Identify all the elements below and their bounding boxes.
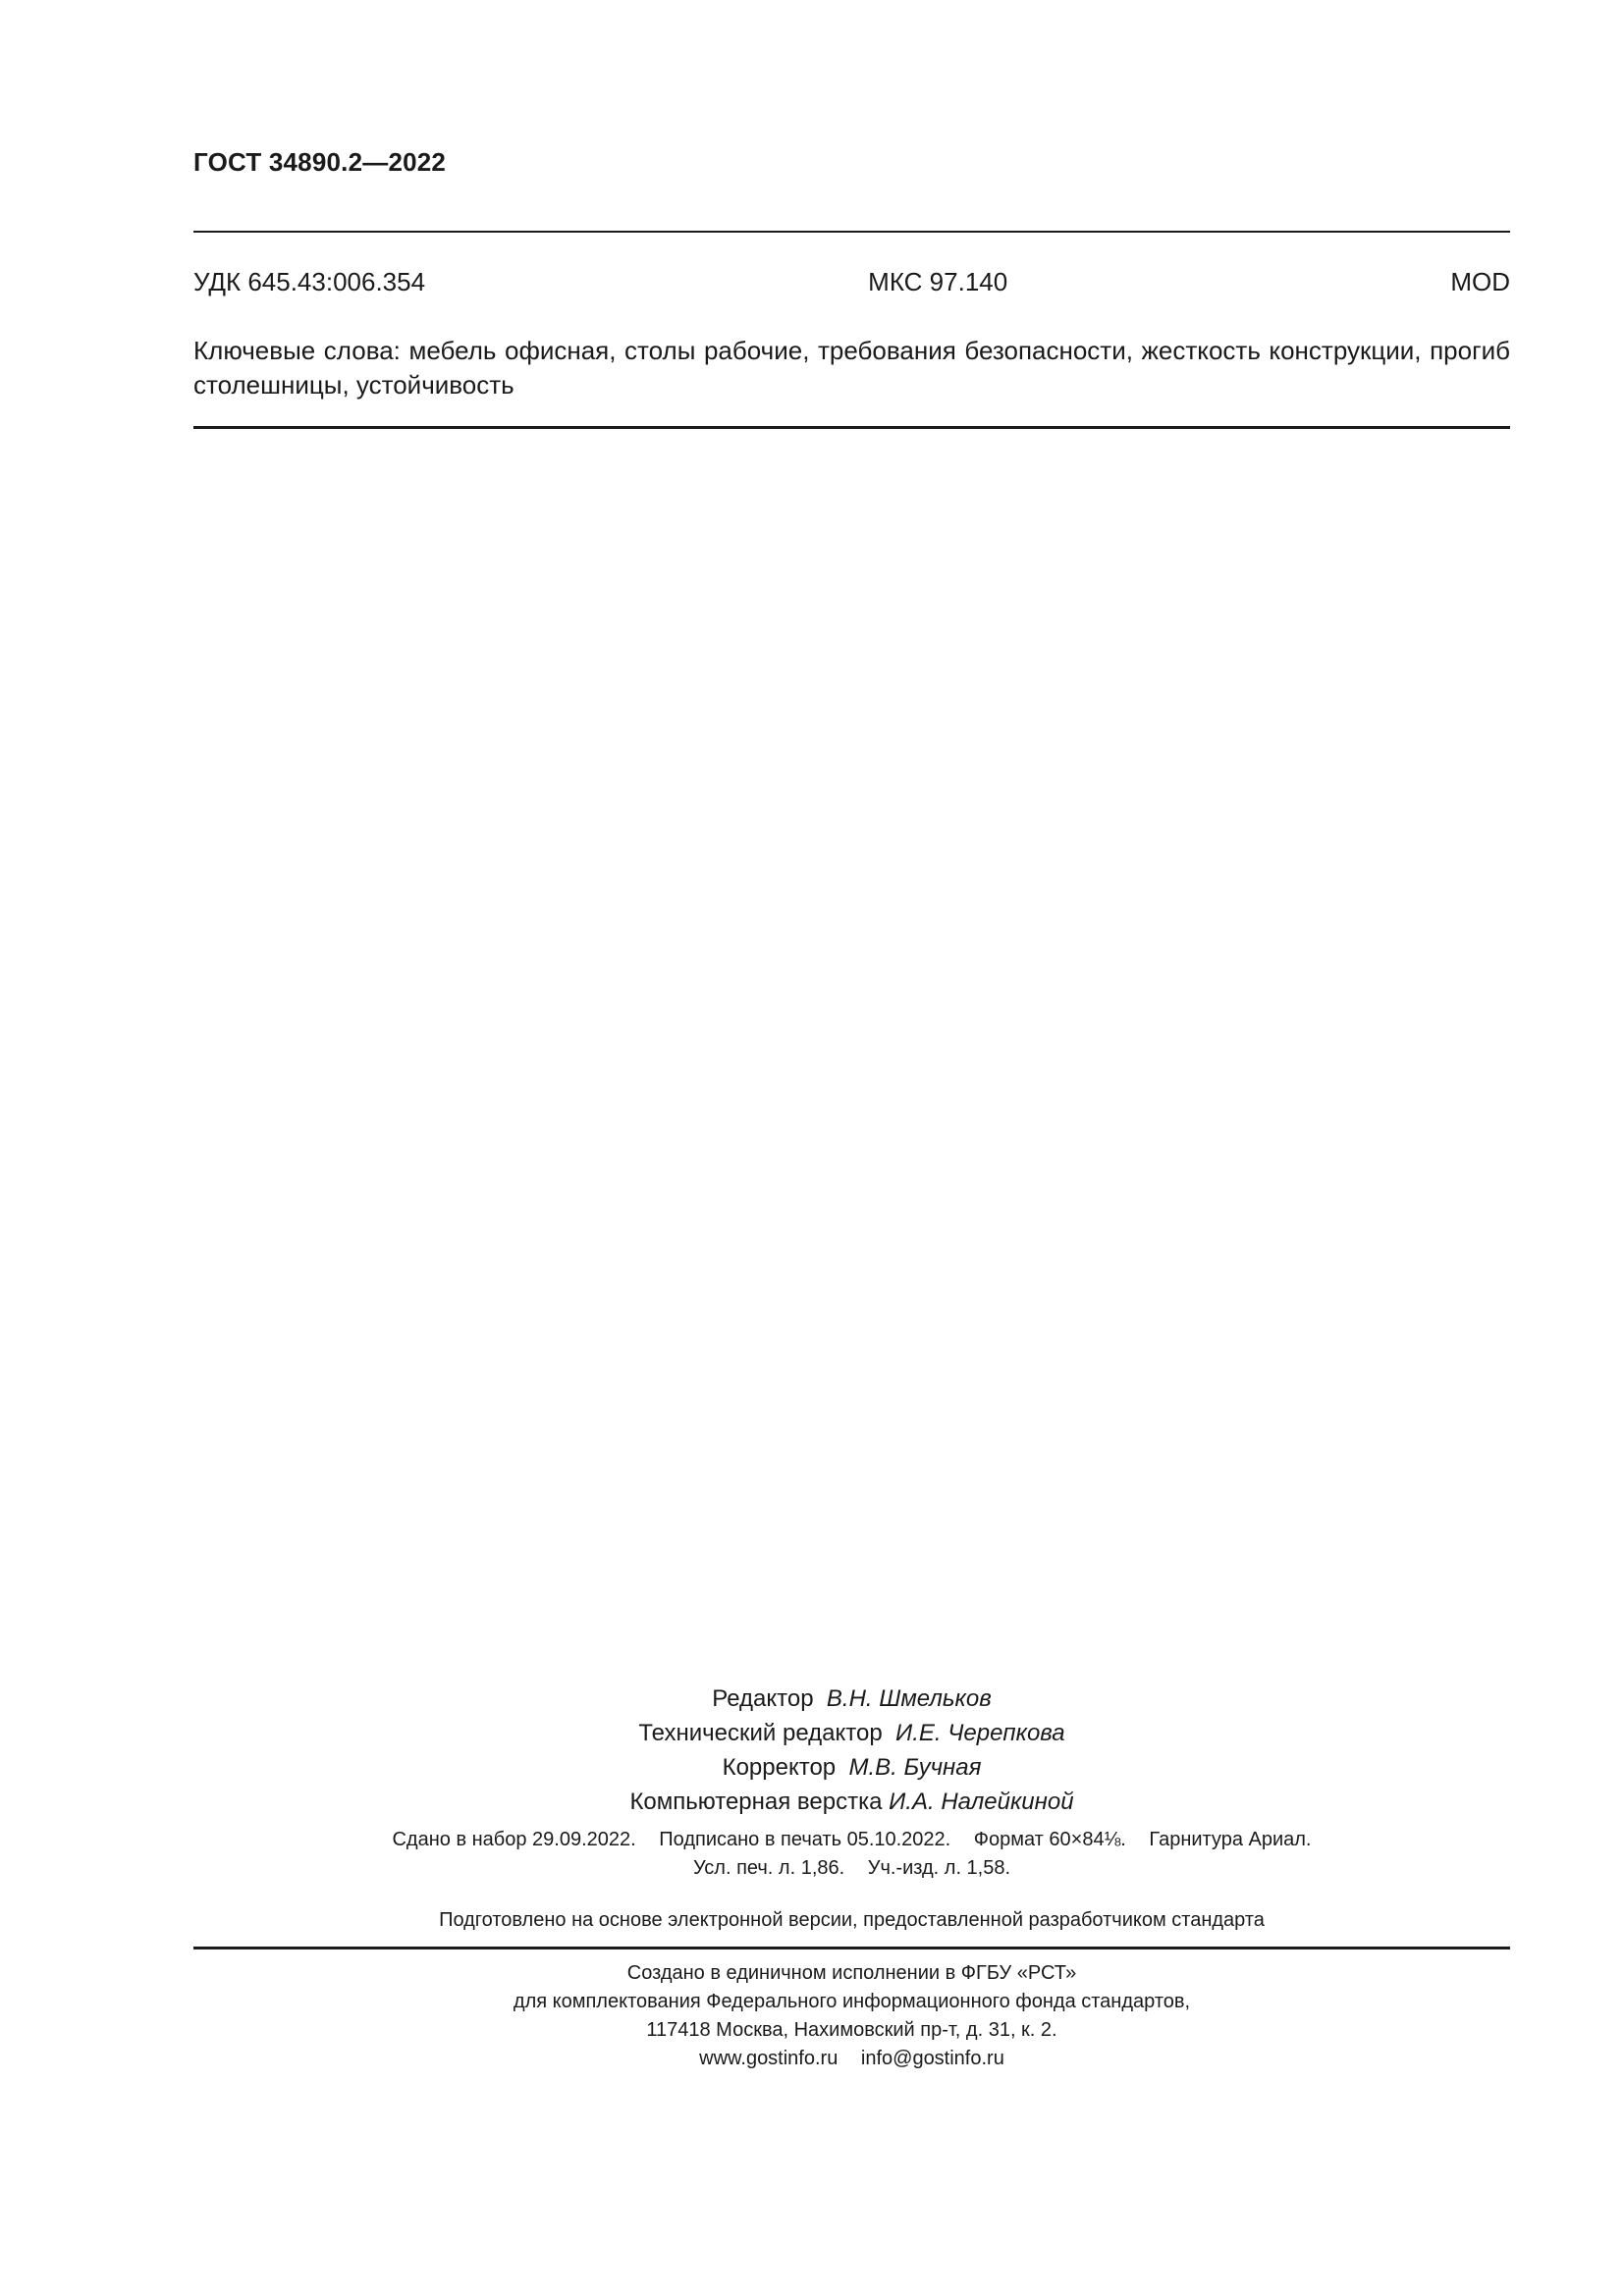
credit-name: И.Е. Черепкова <box>895 1720 1065 1746</box>
credits-block <box>193 1682 1510 1819</box>
typeface: Гарнитура Ариал. <box>1149 1829 1312 1850</box>
credit-name: В.Н. Шмельков <box>826 1685 992 1712</box>
bottom-divider <box>193 1947 1510 1949</box>
publisher-block <box>193 1959 1510 2073</box>
email-link[interactable]: info@gostinfo.ru <box>860 2048 1004 2069</box>
mod-marker: MOD <box>1450 267 1510 296</box>
submitted-date: Сдано в набор 29.09.2022. <box>392 1829 636 1850</box>
credit-role: Редактор <box>712 1685 814 1712</box>
keywords-text: Ключевые слова: мебель офисная, столы рабочие, требования безопасности, жесткость конструкции, прогиб столешницы, устойчивость <box>193 336 1510 400</box>
publish-sheets: Уч.-изд. л. 1,58. <box>867 1857 1011 1879</box>
publisher-line-1: Создано в единичном исполнении в ФГБУ «РСТ» <box>626 1962 1077 1984</box>
imprint-line-2 <box>193 1854 1510 1883</box>
credit-line-layout <box>193 1785 1510 1819</box>
imprint-line-1 <box>193 1826 1510 1854</box>
print-sheets: Усл. печ. л. 1,86. <box>692 1857 845 1879</box>
document-id: ГОСТ 34890.2—2022 <box>193 147 447 177</box>
udk-code: УДК 645.43:006.354 <box>193 267 426 296</box>
credit-role: Технический редактор <box>638 1720 883 1746</box>
classification-row <box>193 267 1510 298</box>
keywords-divider <box>193 426 1510 429</box>
credit-name: М.В. Бучная <box>848 1754 982 1781</box>
top-divider <box>193 231 1510 233</box>
credit-line-tech-editor <box>193 1716 1510 1750</box>
paper-format: Формат 60×84⅛. <box>973 1829 1126 1850</box>
mks-code: МКС 97.140 <box>868 267 1008 296</box>
credit-line-proofreader <box>193 1750 1510 1785</box>
publisher-contacts <box>193 2045 1510 2073</box>
credit-name: И.А. Налейкиной <box>889 1789 1074 1815</box>
credit-role: Компьютерная верстка <box>629 1789 883 1815</box>
imprint-block <box>193 1826 1510 1883</box>
signed-date: Подписано в печать 05.10.2022. <box>659 1829 951 1850</box>
prepared-note: Подготовлено на основе электронной версии, предоставленной разработчиком стандарта <box>439 1909 1265 1931</box>
credit-role: Корректор <box>722 1754 837 1781</box>
publisher-line-2: для комплектования Федерального информационного фонда стандартов, <box>513 1991 1191 2012</box>
website-link[interactable]: www.gostinfo.ru <box>699 2048 839 2069</box>
publisher-address: 117418 Москва, Нахимовский пр-т, д. 31, к. 2. <box>646 2019 1057 2041</box>
credit-line-editor <box>193 1682 1510 1716</box>
